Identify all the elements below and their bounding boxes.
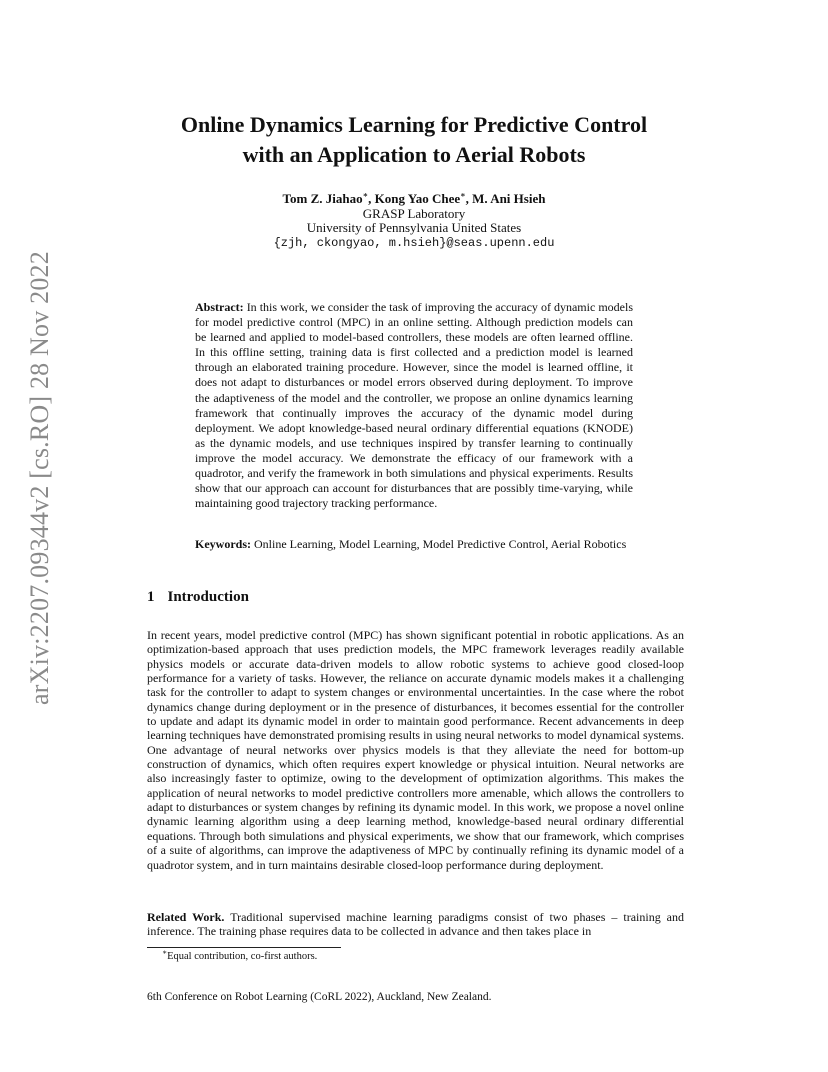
author-2-marker: ∗ <box>460 190 466 200</box>
author-block <box>0 192 828 250</box>
author-1: Tom Z. Jiahao <box>282 191 363 206</box>
section-title: Introduction <box>167 589 249 605</box>
abstract <box>195 300 633 511</box>
section-heading <box>147 589 249 606</box>
arxiv-identifier <box>22 251 58 705</box>
author-names <box>0 192 828 207</box>
keywords-text: Online Learning, Model Learning, Model Predictive Control, Aerial Robotics <box>254 537 627 551</box>
abstract-label: Abstract: <box>195 300 244 314</box>
affiliation-lab: GRASP Laboratory <box>362 205 466 221</box>
footnote-marker: ∗ <box>162 947 168 957</box>
abstract-text: In this work, we consider the task of improving the accuracy of dynamic models for model predictive control (MPC) in an online setting. Although prediction models can be learned and applied to model-based controllers, these models are often learned offline. In this offline setting, training data is first collected and a prediction model is learned through an elaborated training procedure. However, since the model is learned offline, it does not adapt to disturbances or model errors observed during deployment. To improve the adaptiveness of the model and the controller, we propose an online dynamics learning framework that continually improves the accuracy of the dynamic model during deployment. We adopt knowledge-based neural ordinary differential equations (KNODE) as the dynamic models, and use techniques inspired by transfer learning to continually improve the model accuracy. We demonstrate the efficacy of our framework with a quadrotor, and verify the framework in both simulations and physical experiments. Results show that our approach can account for disturbances that are possibly time-varying, while maintaining good trajectory tracking performance. <box>195 300 633 511</box>
footnote-text: Equal contribution, co-first authors. <box>167 951 318 962</box>
author-separator: , <box>368 191 375 206</box>
conference-line: 6th Conference on Robot Learning (CoRL 2022), Auckland, New Zealand. <box>147 991 492 1003</box>
keywords-label: Keywords: <box>195 537 251 551</box>
section-number: 1 <box>147 589 155 605</box>
related-work-paragraph <box>147 910 684 939</box>
author-separator: , <box>465 191 473 206</box>
title-line-1: Online Dynamics Learning for Predictive Control <box>180 112 648 137</box>
author-emails: {zjh, ckongyao, m.hsieh}@seas.upenn.edu <box>273 235 555 250</box>
author-2: Kong Yao Chee <box>374 191 461 206</box>
arxiv-identifier-text: arXiv:2207.09344v2 [cs.RO] 28 Nov 2022 <box>25 251 54 705</box>
title-line-2: with an Application to Aerial Robots <box>242 142 586 167</box>
footnote <box>162 947 318 962</box>
author-1-marker: ∗ <box>362 190 369 200</box>
related-work-text: Traditional supervised machine learning paradigms consist of two phases – training and inference. The training phase requires data to be collected in advance and then takes place in <box>147 910 684 939</box>
related-work-label: Related Work. <box>147 910 225 924</box>
intro-paragraph: In recent years, model predictive control (MPC) has shown significant potential in robotic applications. As an optimization-based approach that uses prediction models, the MPC framework leverages readily available physics models or accurate data-driven models to allow robotic systems to achieve good closed-loop performance for a variety of tasks. However, the reliance on accurate dynamic models makes it a challenging task for the controller to adapt to system changes or environmental uncertainties. In the case where the robot dynamics change during deployment or in the presence of disturbances, it becomes essential for the controller to update and adapt its dynamic model in order to maintain good performance. Recent advancements in deep learning techniques have demonstrated promising results in using neural networks to model dynamical systems. One advantage of neural networks over physics models is that they alleviate the need for bottom-up construction of dynamics, which often requires expert knowledge or physical intuition. Neural networks are also increasingly faster to optimize, owing to the development of optimization algorithms. This makes the application of neural networks to model predictive controllers more amenable, which allows the controllers to adapt to disturbances or system changes by refining its dynamic model. In this work, we propose a novel online dynamic learning algorithm using a deep learning method, knowledge-based neural ordinary differential equations. Through both simulations and physical experiments, we show that our framework, which comprises of a suite of algorithms, can improve the adaptiveness of MPC by continually refining its dynamic model of a quadrotor system, and in turn maintains desirable closed-loop performance during deployment. <box>147 628 684 872</box>
paper-title <box>0 110 828 170</box>
keywords <box>195 537 633 552</box>
author-3: M. Ani Hsieh <box>472 191 546 206</box>
footnote-rule <box>147 947 341 948</box>
affiliation-university: University of Pennsylvania United States <box>306 220 522 235</box>
